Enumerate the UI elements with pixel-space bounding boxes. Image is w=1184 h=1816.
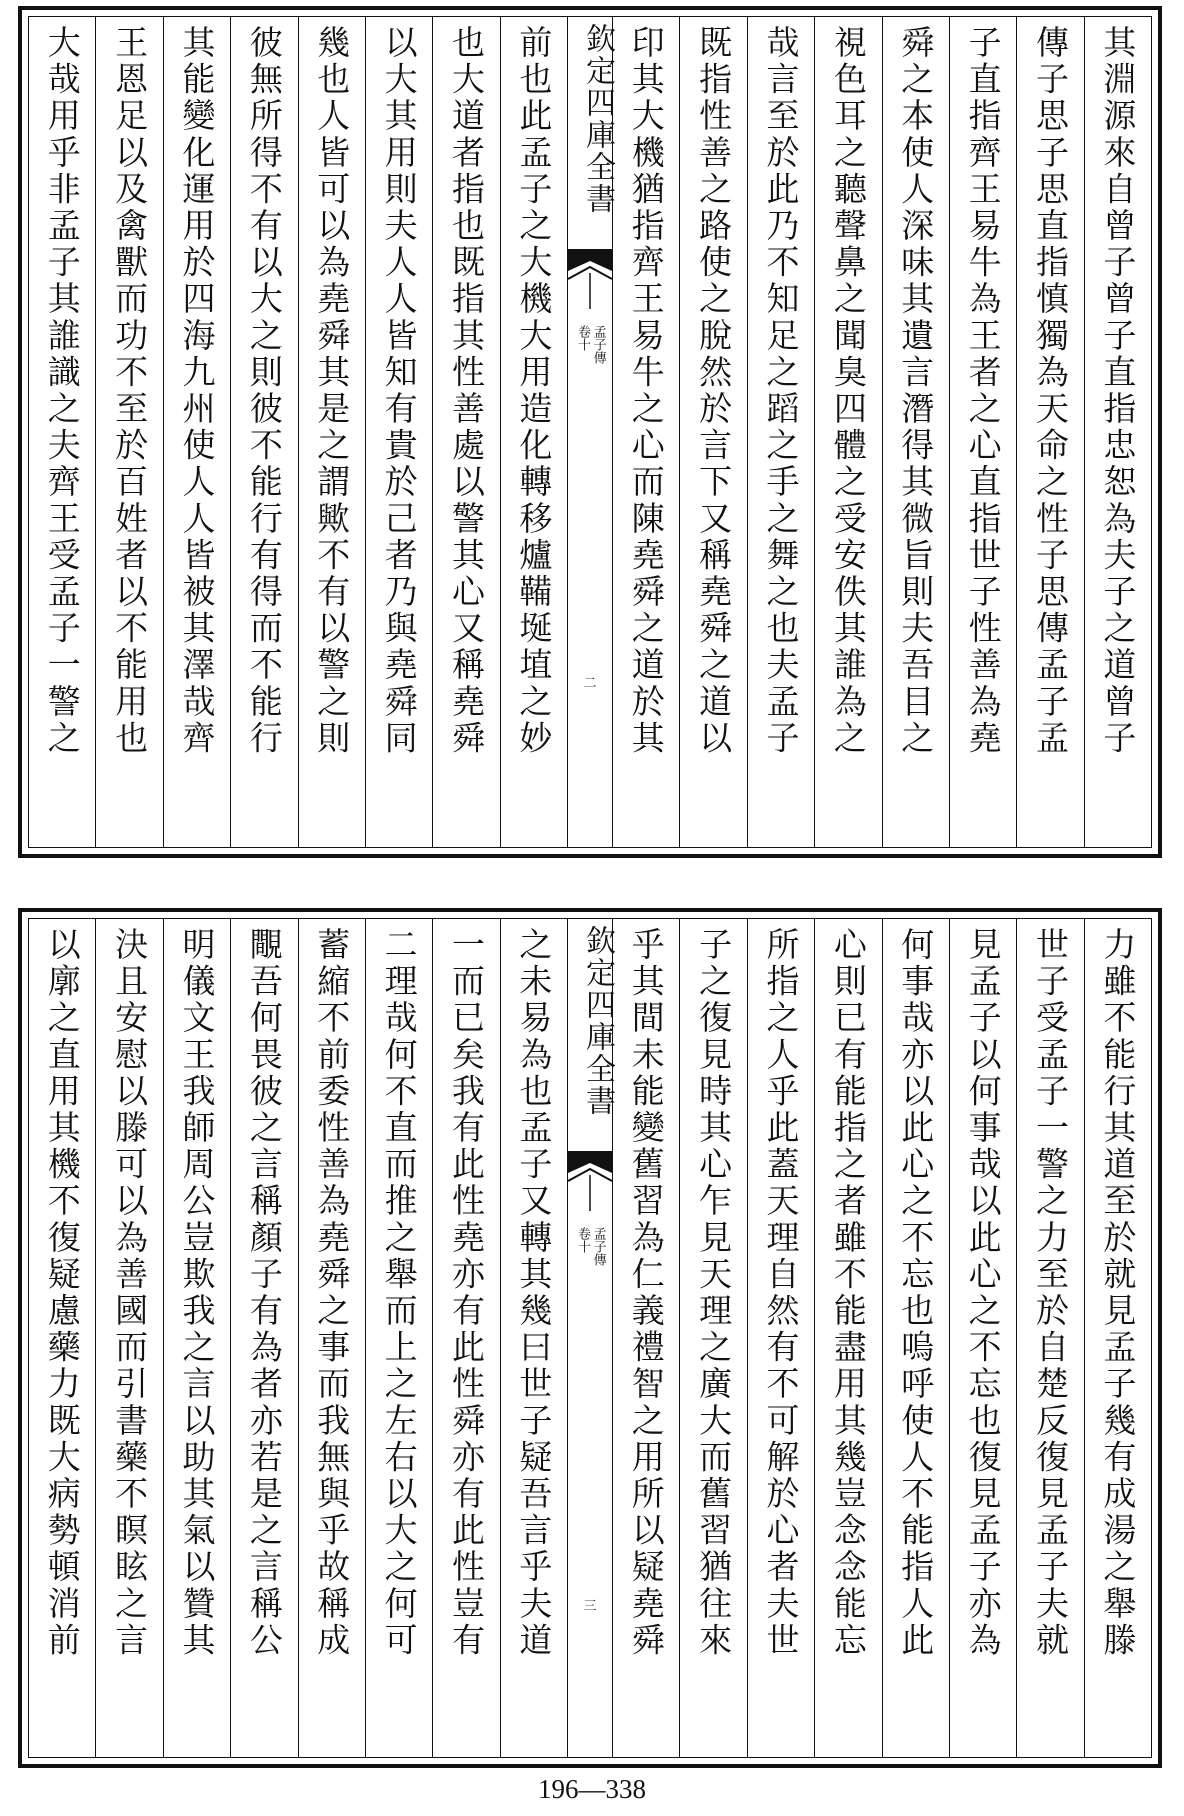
upper-page: [18, 6, 1162, 858]
text-column: 二理哉何不直而推之舉而上之左右以大之何可: [365, 919, 432, 1757]
text-column: 彼無所得不有以大之則彼不能行有得而不能行: [230, 17, 297, 847]
book-title: 欽定四庫全書: [580, 925, 615, 1117]
text-column: 力雖不能行其道至於就見孟子幾有成湯之舉滕: [1084, 919, 1151, 1757]
text-column: 心則已有能指之者雖不能盡用其幾豈念念能忘: [814, 919, 881, 1757]
footer-page-reference: 196—338: [538, 1774, 646, 1804]
chapter-book-name: 孟子傳: [590, 325, 606, 364]
book-title: 欽定四庫全書: [580, 23, 615, 215]
text-column: 幾也人皆可以為堯舜其是之謂歟不有以警之則: [298, 17, 365, 847]
text-column: 也大道者指也既指其性善處以警其心又稱堯舜: [432, 17, 499, 847]
text-column: 哉言至於此乃不知足之蹈之手之舞之也夫孟子: [747, 17, 814, 847]
text-column: 其淵源來自曾子曾子直指忠恕為夫子之道曾子: [1084, 17, 1151, 847]
text-column: 決且安慰以滕可以為善國而引書藥不瞑眩之言: [95, 919, 162, 1757]
lower-page: [18, 908, 1162, 1768]
text-column: 覸吾何畏彼之言稱顏子有為者亦若是之言稱公: [230, 919, 297, 1757]
upper-page-frame: [28, 16, 1152, 848]
text-column: 大哉用乎非孟子其誰識之夫齊王受孟子一警之: [42, 25, 82, 757]
chapter-book-name: 孟子傳: [590, 1227, 606, 1266]
text-column: 印其大機猶指齊王易牛之心而陳堯舜之道於其: [612, 17, 679, 847]
lower-page-columns: [29, 919, 1151, 1757]
text-column: 既指性善之路使之脫然於言下又稱堯舜之道以: [679, 17, 746, 847]
text-column: 子直指齊王易牛為王者之心直指世子性善為堯: [949, 17, 1016, 847]
text-column: 見孟子以何事哉以此心之不忘也復見孟子亦為: [949, 919, 1016, 1757]
page-number: 二: [583, 676, 597, 691]
chapter-label: [574, 325, 605, 364]
lower-page-frame: [28, 918, 1152, 1758]
fish-tail-mark: [568, 249, 612, 309]
center-fold: [567, 919, 615, 1757]
text-column: 所指之人乎此蓋天理自然有不可解於心者夫世: [747, 919, 814, 1757]
text-column: 一而已矣我有此性堯亦有此性舜亦有此性豈有: [432, 919, 499, 1757]
chapter-volume: 卷十: [575, 1227, 590, 1253]
text-column: 明儀文王我師周公豈欺我之言以助其氣以贊其: [163, 919, 230, 1757]
text-column: 王恩足以及禽獸而功不至於百姓者以不能用也: [95, 17, 162, 847]
text-column: 子之復見時其心乍見天理之廣大而舊習猶往來: [679, 919, 746, 1757]
text-column: 世子受孟子一警之力至於自楚反復見孟子夫就: [1016, 919, 1083, 1757]
text-column: 以廓之直用其機不復疑慮藥力既大病勢頓消前: [42, 927, 82, 1659]
text-column: 其能變化運用於四海九州使人人皆被其澤哉齊: [163, 17, 230, 847]
text-column: 舜之本使人深味其遺言潛得其微旨則夫吾目之: [882, 17, 949, 847]
page-number: 三: [583, 1599, 597, 1614]
fish-tail-mark: [568, 1151, 612, 1211]
text-column: 乎其間未能變舊習為仁義禮智之用所以疑堯舜: [612, 919, 679, 1757]
text-column: 傳子思子思直指慎獨為天命之性子思傳孟子孟: [1016, 17, 1083, 847]
text-column: 蓄縮不前委性善為堯舜之事而我無與乎故稱成: [298, 919, 365, 1757]
text-column: 何事哉亦以此心之不忘也嗚呼使人不能指人此: [882, 919, 949, 1757]
text-column: 前也此孟子之大機大用造化轉移爐鞴埏埴之妙: [500, 17, 567, 847]
text-column: 之未易為也孟子又轉其幾曰世子疑吾言乎夫道: [500, 919, 567, 1757]
text-column: 視色耳之聽聲鼻之聞臭四體之受安佚其誰為之: [814, 17, 881, 847]
center-fold: [567, 17, 615, 847]
chapter-volume: 卷十: [575, 325, 590, 351]
upper-page-columns: [29, 17, 1151, 847]
chapter-label: [574, 1227, 605, 1266]
text-column: 以大其用則夫人人皆知有貴於己者乃與堯舜同: [365, 17, 432, 847]
